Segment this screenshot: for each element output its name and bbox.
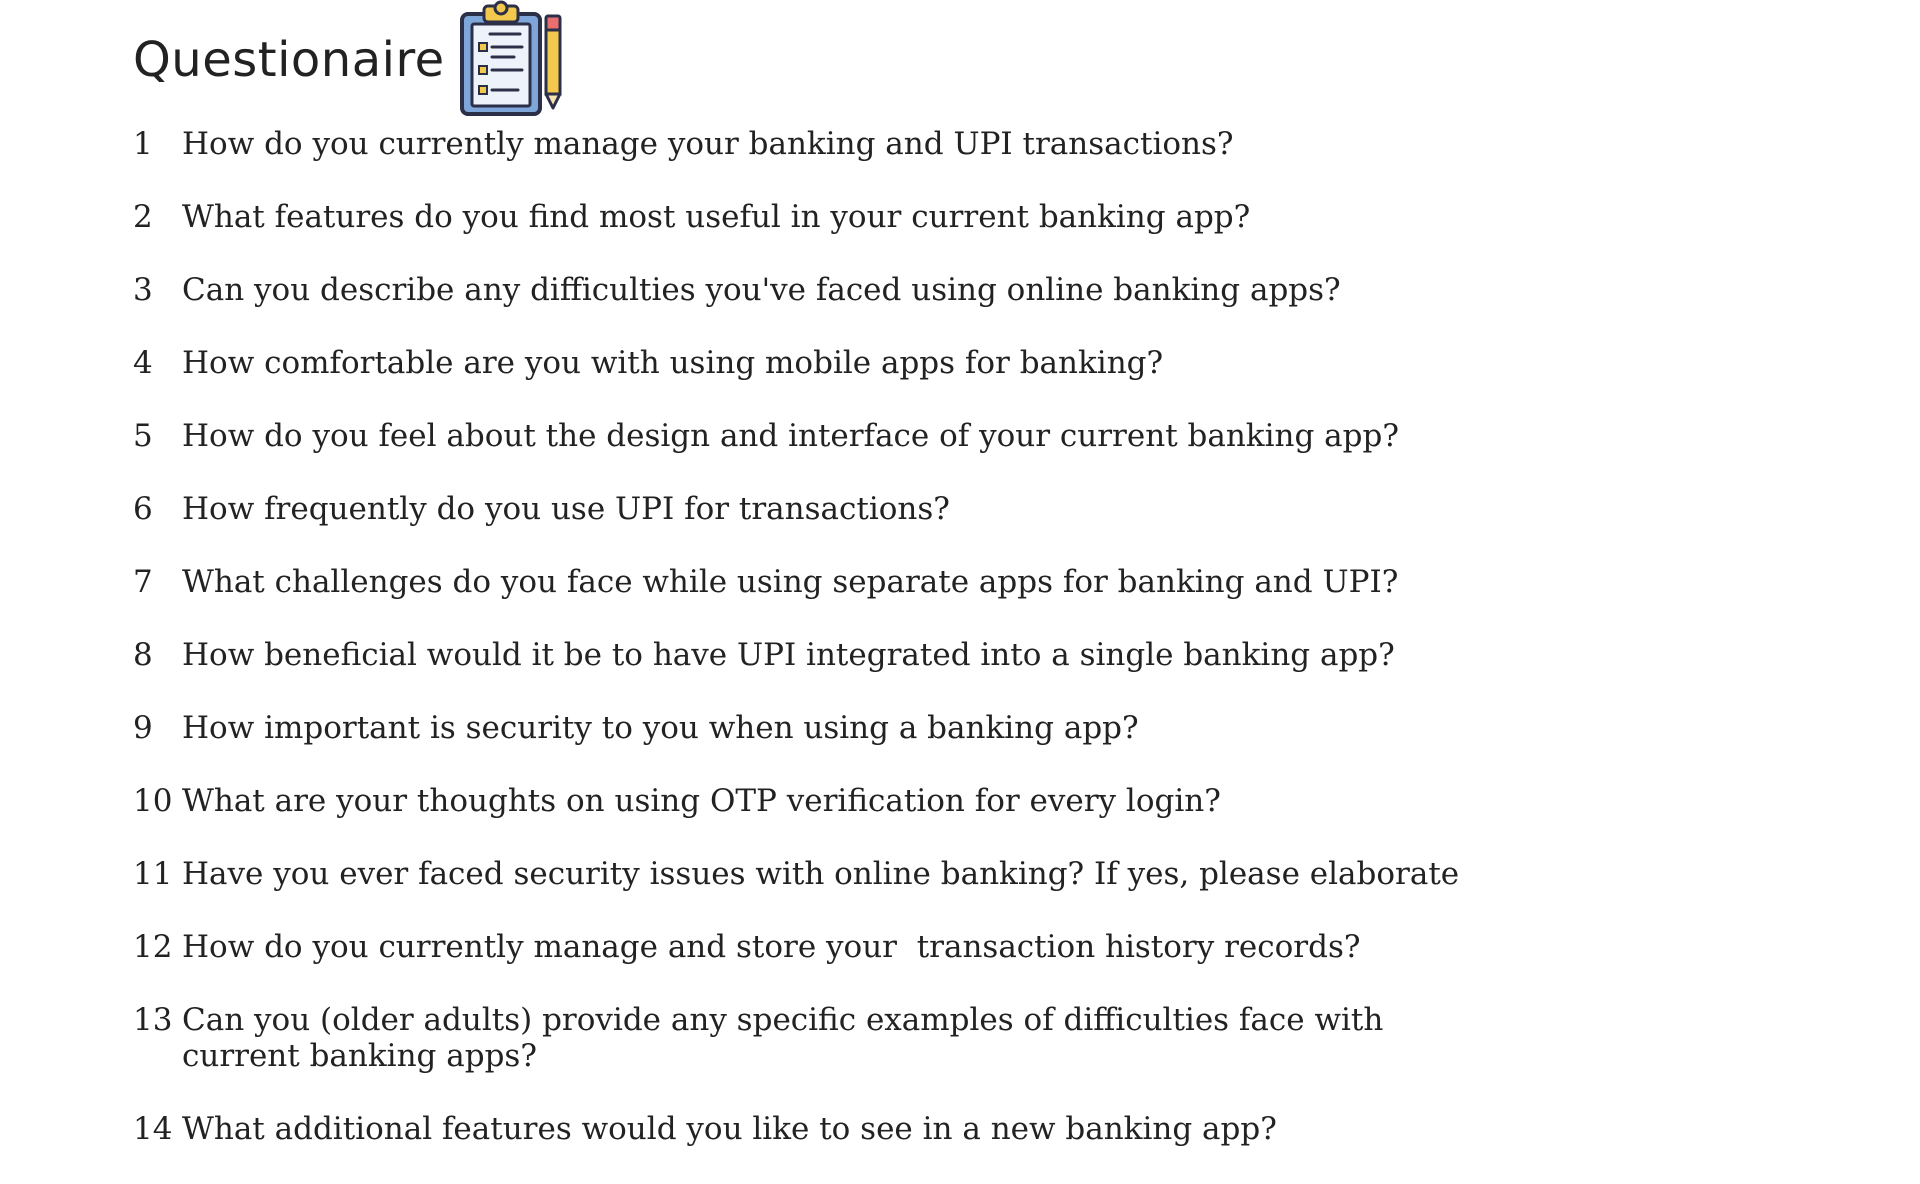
page-header	[133, 0, 445, 120]
question-number: 9	[133, 710, 153, 746]
question-item	[133, 345, 1533, 381]
question-number: 10	[133, 783, 173, 819]
question-number: 5	[133, 418, 153, 454]
question-item	[133, 564, 1533, 600]
question-number: 8	[133, 637, 153, 673]
question-item	[133, 710, 1533, 746]
question-number: 2	[133, 199, 153, 235]
question-item	[133, 929, 1533, 965]
question-number: 3	[133, 272, 153, 308]
question-item	[133, 199, 1533, 235]
question-item	[133, 418, 1533, 454]
question-text: How important is security to you when using a banking app?	[182, 710, 1139, 746]
question-number: 4	[133, 345, 153, 381]
question-list	[133, 126, 1533, 1184]
question-text: How do you currently manage and store your transaction history records?	[182, 929, 1361, 965]
question-item	[133, 491, 1533, 527]
question-item	[133, 272, 1533, 308]
question-number: 12	[133, 929, 173, 965]
question-text: How do you feel about the design and interface of your current banking app?	[182, 418, 1399, 454]
question-text: Can you describe any difficulties you've faced using online banking apps?	[182, 272, 1341, 308]
question-item	[133, 1111, 1533, 1147]
question-item	[133, 637, 1533, 673]
question-text: Can you (older adults) provide any specific examples of difficulties face with current banking apps?	[182, 1002, 1384, 1074]
page-title: Questionaire	[133, 32, 445, 88]
question-text: What features do you find most useful in your current banking app?	[182, 199, 1251, 235]
question-text: Have you ever faced security issues with online banking? If yes, please elaborate	[182, 856, 1460, 892]
question-text: How do you currently manage your banking and UPI transactions?	[182, 126, 1234, 162]
question-item	[133, 1002, 1533, 1074]
question-text: How beneficial would it be to have UPI integrated into a single banking app?	[182, 637, 1395, 673]
clipboard-checklist-icon	[458, 0, 572, 118]
question-number: 11	[133, 856, 173, 892]
question-text: How comfortable are you with using mobile apps for banking?	[182, 345, 1164, 381]
question-text: What additional features would you like to see in a new banking app?	[182, 1111, 1277, 1147]
question-item	[133, 856, 1533, 892]
question-number: 14	[133, 1111, 173, 1147]
question-text: What are your thoughts on using OTP verification for every login?	[182, 783, 1221, 819]
question-item	[133, 126, 1533, 162]
question-number: 6	[133, 491, 153, 527]
question-number: 1	[133, 126, 153, 162]
question-number: 13	[133, 1002, 173, 1038]
question-item	[133, 783, 1533, 819]
question-number: 7	[133, 564, 153, 600]
question-text: How frequently do you use UPI for transactions?	[182, 491, 950, 527]
question-text: What challenges do you face while using separate apps for banking and UPI?	[182, 564, 1399, 600]
